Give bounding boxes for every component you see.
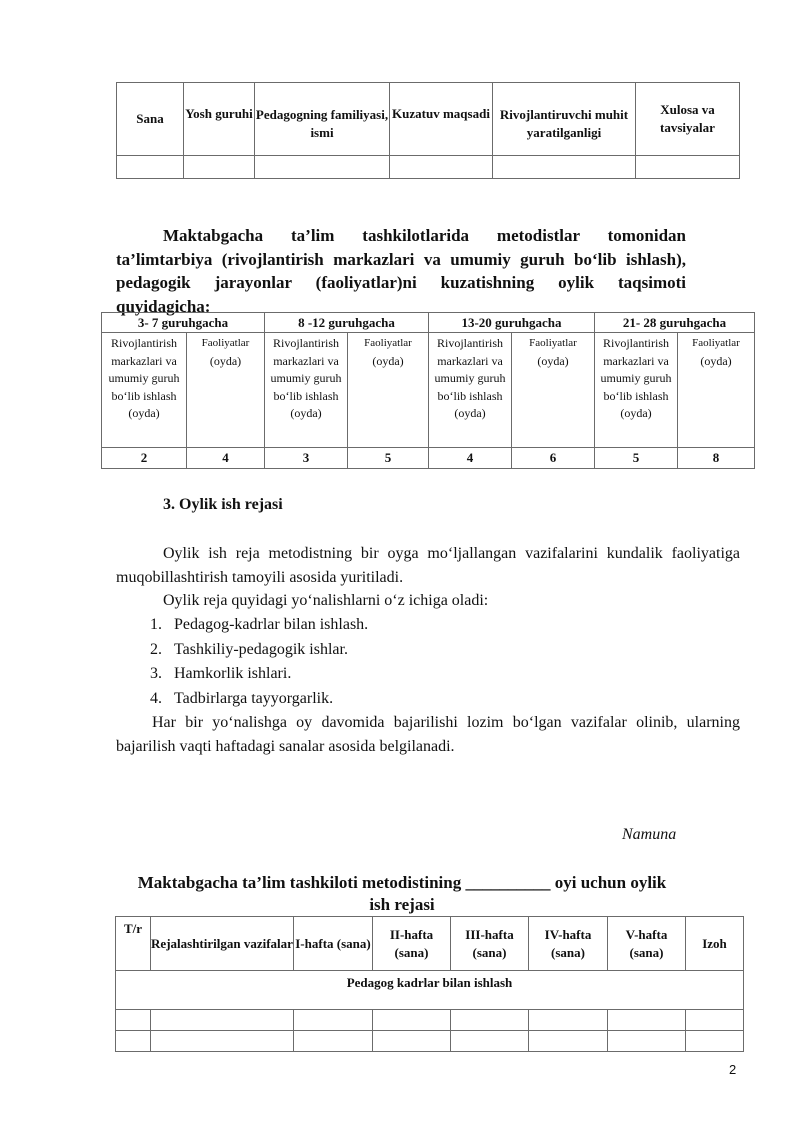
- header-week-2: II-hafta (sana): [373, 917, 451, 971]
- paragraph-1: [116, 542, 740, 589]
- sub-header-faoliyatlar: [348, 333, 429, 448]
- sub-header-faoliyatlar: [678, 333, 755, 448]
- cell: [116, 1031, 151, 1052]
- header-kuzatuv: Kuzatuv maqsadi: [390, 83, 493, 156]
- oyda-label: (oyda): [372, 353, 404, 368]
- cell: [636, 156, 740, 179]
- sub-header-rivojlantirish: Rivojlantirish markazlari va umumiy guruh bo‘lib ishlash (oyda): [102, 333, 187, 448]
- header-pedagog: Pedagogning familiyasi, ismi: [255, 83, 390, 156]
- value-cell: 5: [348, 448, 429, 469]
- cell: [151, 1010, 294, 1031]
- header-tr: T/r: [116, 917, 151, 971]
- sub-header-rivojlantirish: Rivojlantirish markazlari va umumiy guruh bo‘lib ishlash (oyda): [595, 333, 678, 448]
- group-header: 21- 28 guruhgacha: [595, 313, 755, 333]
- group-header: 8 -12 guruhgacha: [265, 313, 429, 333]
- list-item-text: Tadbirlarga tayyorgarlik.: [174, 689, 334, 707]
- heading-text: Maktabgacha ta’lim tashkilotlarida metodistlar tomonidan ta’limtarbiya (rivojlantirish markazlari va umumiy guruh bo‘lib ishlash), pedagogik jarayonlar (faoliyatlar)ni kuzatishning oylik taqsimoti quyidagicha:: [116, 226, 686, 316]
- cell: [686, 1010, 744, 1031]
- cell: [451, 1031, 529, 1052]
- header-yosh-guruhi: Yosh guruhi: [184, 83, 255, 156]
- monthly-distribution-table: [101, 312, 755, 469]
- monthly-plan-table: [115, 916, 744, 1052]
- faoliyatlar-label: Faoliyatlar: [364, 337, 412, 349]
- list-item-text: Tashkiliy-pedagogik ishlar.: [174, 640, 348, 658]
- list-number: 2.: [150, 640, 162, 658]
- group-header: 3- 7 guruhgacha: [102, 313, 265, 333]
- cell: [608, 1010, 686, 1031]
- header-vazifalar: Rejalashtirilgan vazifalar: [151, 917, 294, 971]
- list-item: [150, 638, 368, 663]
- header-week-1: I-hafta (sana): [294, 917, 373, 971]
- sub-header-faoliyatlar: [512, 333, 595, 448]
- direction-list: [150, 613, 368, 711]
- cell: [184, 156, 255, 179]
- paragraph-3: [116, 711, 740, 758]
- namuna-label: Namuna: [622, 826, 677, 843]
- heading-line-2: ish rejasi: [369, 895, 435, 914]
- sub-header-rivojlantirish: Rivojlantirish markazlari va umumiy guruh bo‘lib ishlash (oyda): [429, 333, 512, 448]
- header-week-5: V-hafta (sana): [608, 917, 686, 971]
- heading-monthly-plan: [100, 872, 704, 916]
- cell: [373, 1031, 451, 1052]
- list-number: 4.: [150, 689, 162, 707]
- list-item: [150, 662, 368, 687]
- cell: [390, 156, 493, 179]
- list-item: [150, 613, 368, 638]
- list-number: 3.: [150, 665, 162, 682]
- oyda-label: (oyda): [209, 353, 242, 368]
- faoliyatlar-label: Faoliyatlar: [529, 337, 577, 349]
- paragraph-3-text: Har bir yo‘nalishga oy davomida bajarilishi lozim bo‘lgan vazifalar olinib, ularning bajarilish vaqti haftadagi sanalar asosida belgilanadi.: [116, 714, 740, 755]
- sub-header-faoliyatlar: [187, 333, 265, 448]
- cell: [117, 156, 184, 179]
- value-cell: 4: [429, 448, 512, 469]
- paragraph-2-text: Oylik reja quyidagi yo‘nalishlarni o‘z ichiga oladi:: [163, 592, 489, 609]
- cell: [294, 1031, 373, 1052]
- cell: [608, 1031, 686, 1052]
- group-header: 13-20 guruhgacha: [429, 313, 595, 333]
- header-rivojlantiruvchi: Rivojlantiruvchi muhit yaratilganligi: [493, 83, 636, 156]
- cell: [529, 1031, 608, 1052]
- cell: [451, 1010, 529, 1031]
- header-week-4: IV-hafta (sana): [529, 917, 608, 971]
- oyda-label: (oyda): [700, 353, 732, 368]
- header-week-3: III-hafta (sana): [451, 917, 529, 971]
- paragraph-2: [116, 589, 740, 613]
- heading-observation-distribution: [116, 224, 686, 318]
- cell: [373, 1010, 451, 1031]
- value-cell: 4: [187, 448, 265, 469]
- faoliyatlar-label: Faoliyatlar: [692, 337, 740, 349]
- observation-log-table: [116, 82, 740, 179]
- oyda-label: (oyda): [537, 353, 569, 368]
- sub-header-rivojlantirish: Rivojlantirish markazlari va umumiy guruh bo‘lib ishlash (oyda): [265, 333, 348, 448]
- cell: [493, 156, 636, 179]
- list-item: [150, 687, 368, 712]
- value-cell: 5: [595, 448, 678, 469]
- section-row-label: Pedagog kadrlar bilan ishlash: [116, 971, 744, 1010]
- value-cell: 3: [265, 448, 348, 469]
- page-number: 2: [729, 1062, 737, 1077]
- section-title: 3. Oylik ish rejasi: [163, 496, 283, 513]
- header-xulosa: Xulosa va tavsiyalar: [636, 83, 740, 156]
- value-cell: 2: [102, 448, 187, 469]
- value-cell: 6: [512, 448, 595, 469]
- heading-line-1: Maktabgacha ta’lim tashkiloti metodistining __________ oyi uchun oylik: [137, 873, 667, 892]
- cell: [529, 1010, 608, 1031]
- faoliyatlar-label: Faoliyatlar: [201, 337, 250, 349]
- cell: [116, 1010, 151, 1031]
- cell: [686, 1031, 744, 1052]
- cell: [255, 156, 390, 179]
- list-item-text: Pedagog-kadrlar bilan ishlash.: [174, 616, 369, 633]
- value-cell: 8: [678, 448, 755, 469]
- list-number: 1.: [150, 616, 162, 633]
- header-sana: Sana: [117, 83, 184, 156]
- cell: [151, 1031, 294, 1052]
- list-item-text: Hamkorlik ishlari.: [174, 665, 292, 682]
- header-izoh: Izoh: [686, 917, 744, 971]
- paragraph-1-text: Oylik ish reja metodistning bir oyga mo‘ljallangan vazifalarini kundalik faoliyatiga muqobillashtirish tamoyili asosida yuritiladi.: [116, 545, 740, 586]
- cell: [294, 1010, 373, 1031]
